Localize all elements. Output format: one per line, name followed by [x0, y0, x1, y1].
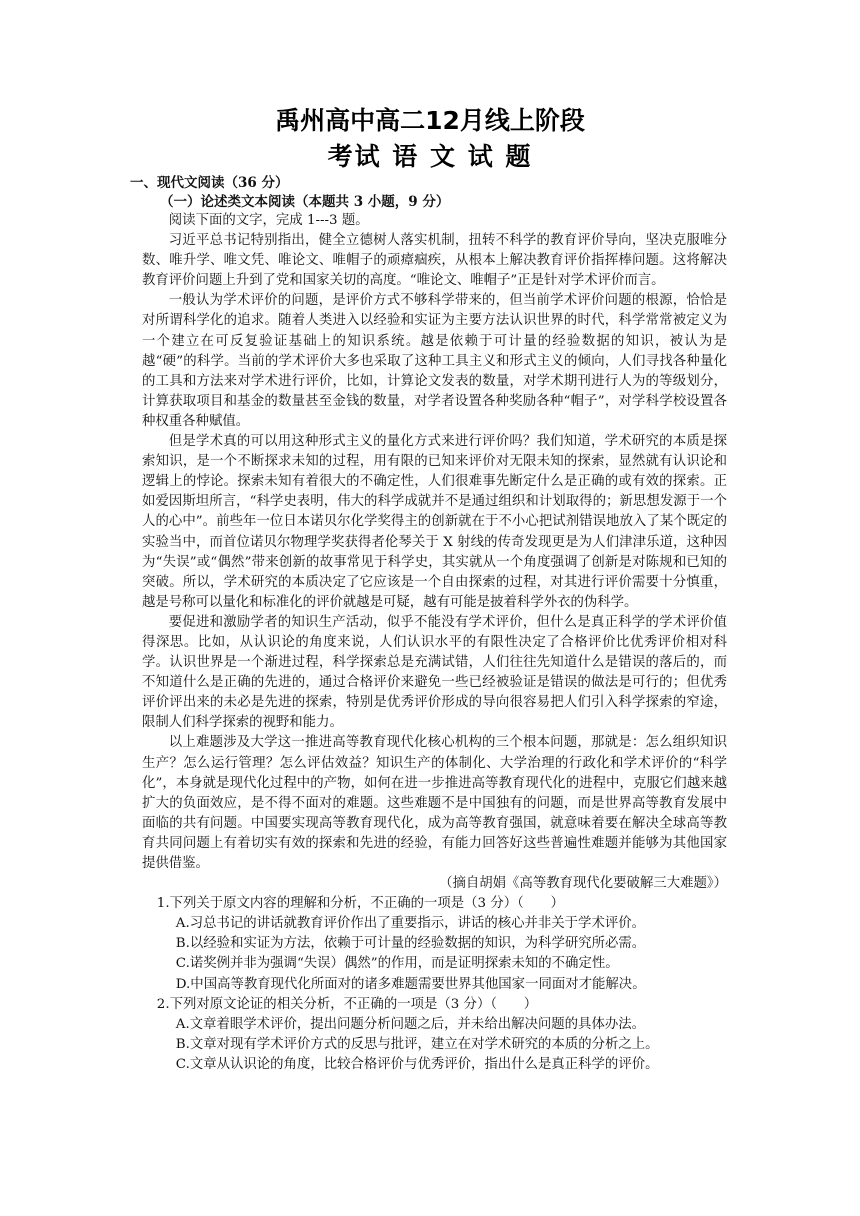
paragraph: 要促进和激励学者的知识生产活动，似乎不能没有学术评价，但什么是真正科学的学术评价值得深思。比如，从认识论的角度来说，人们认识水平的有限性决定了合格评价比优秀评价相对科学。认识世界是一个渐进过程，科学探索总是充满试错，人们往往先知道什么是错误的落后的，而不知道什么是正确的先进的，通过合格评价来避免一些已经被验证是错误的做法是可行的；但优秀评价评出来的未必是先进的探索，特别是优秀评价形成的导向很容易把人们引入科学探索的窄途，限制人们科学探索的视野和能力。: [142, 614, 727, 731]
source-citation: （摘自胡娟《高等教育现代化要破解三大难题》）: [439, 876, 727, 892]
question-1-option-b: B.以经验和实证为方法，依赖于可计量的经验数据的知识，为科学研究所必需。: [175, 936, 646, 952]
question-1-stem: 1.下列关于原文内容的理解和分析，不正确的一项是（3 分）（ ）: [156, 896, 564, 912]
subsection-heading: （一）论述类文本阅读（本题共 3 小题，9 分）: [160, 194, 450, 210]
exam-title-line1: 禹州高中高二12月线上阶段: [275, 106, 585, 135]
paragraph: 一般认为学术评价的问题，是评价方式不够科学带来的，但当前学术评价问题的根源，恰恰是对所谓科学化的追求。随着人类进入以经验和实证为主要方法认识世界的时代，科学常常被定义为一个建立在可反复验证基础上的知识系统。越是依赖于可计量的经验数据的知识，被认为是越“硬”的科学。当前的学术评价大多也采取了这种工具主义和形式主义的倾向，人们寻找各种量化的工具和方法来对学术进行评价，比如，计算论文发表的数量，对学术期刊进行人为的等级划分，计算获取项目和基金的数量甚至金钱的数量，对学者设置各种奖励各种“帽子”，对学科学校设置各种权重各种赋值。: [142, 293, 727, 429]
paragraph: 但是学术真的可以用这种形式主义的量化方式来进行评价吗？我们知道，学术研究的本质是探索知识，是一个不断探求未知的过程，用有限的已知来评价对无限未知的探索，显然就有认识论和逻辑上的悖论。探索未知有着很大的不确定性，人们很难事先断定什么是正确的或有效的探索。正如爱因斯坦所言，“科学史表明，伟大的科学成就并不是通过组织和计划取得的；新思想发源于一个人的心中”。前些年一位日本诺贝尔化学奖得主的创新就在于不小心把试剂错误地放入了某个既定的实验当中，而首位诺贝尔物理学奖获得者伦琴关于 X 射线的传奇发现更是为人们津津乐道，这种因为“失误”或“偶然”带来创新的故事常见于科学史，其实就从一个角度强调了创新是对陈规和已知的突破。所以，学术研究的本质决定了它应该是一个自由探索的过程，对其进行评价需要十分慎重，越是号称可以量化和标准化的评价就越是可疑，越有可能是披着科学外衣的伪科学。: [142, 434, 727, 610]
question-2-option-c: C.文章从认识论的角度，比较合格评价与优秀评价，指出什么是真正科学的评价。: [175, 1056, 659, 1072]
question-2-stem: 2.下列对原文论证的相关分析，不正确的一项是（3 分）（ ）: [156, 996, 538, 1012]
paragraph: 以上难题涉及大学这一推进高等教育现代化核心机构的三个根本问题，那就是：怎么组织知识生产？怎么运行管理？怎么评估效益？知识生产的体制化、大学治理的行政化和学术评价的“科学化”，本身就是现代化过程中的产物，如何在进一步推进高等教育现代化的进程中，克服它们越来越扩大的负面效应，是不得不面对的难题。这些难题不是中国独有的问题，而是世界高等教育发展中面临的共有问题。中国要实现高等教育现代化，成为高等教育强国，就意味着要在解决全球高等教育共同问题上有着切实有效的探索和先进的经验，有能力回答好这些普遍性难题并能够为其他国家提供借鉴。: [142, 735, 727, 871]
intro-line: 阅读下面的文字，完成 1---3 题。: [168, 213, 369, 228]
question-1-option-a: A.习总书记的讲话就教育评价作出了重要指示，讲话的核心并非关于学术评价。: [175, 916, 646, 932]
question-2-option-b: B.文章对现有学术评价方式的反思与批评，建立在对学术研究的本质的分析之上。: [175, 1036, 659, 1052]
question-1-option-c: C.诺奖例并非为强调“失误）偶然”的作用，而是证明探索未知的不确定性。: [175, 956, 619, 972]
exam-title-line2: 考试 语 文 试 题: [327, 142, 533, 171]
paragraph: 习近平总书记特别指出，健全立德树人落实机制，扭转不科学的教育评价导向，坚决克服唯分数、唯升学、唯文凭、唯论文、唯帽子的顽瘴痼疾，从根本上解决教育评价指挥棒问题。这将解决教育评价问题上升到了党和国家关切的高度。“唯论文、唯帽子”正是针对学术评价而言。: [142, 233, 727, 289]
section-heading: 一、现代文阅读（36 分）: [130, 175, 289, 191]
question-1-option-d: D.中国高等教育现代化所面对的诸多难题需要世界其他国家一同面对才能解决。: [175, 976, 646, 992]
reading-passage: [142, 211, 727, 1075]
question-2-option-a: A.文章着眼学术评价，提出问题分析问题之后，并未给出解决问题的具体办法。: [175, 1016, 646, 1032]
